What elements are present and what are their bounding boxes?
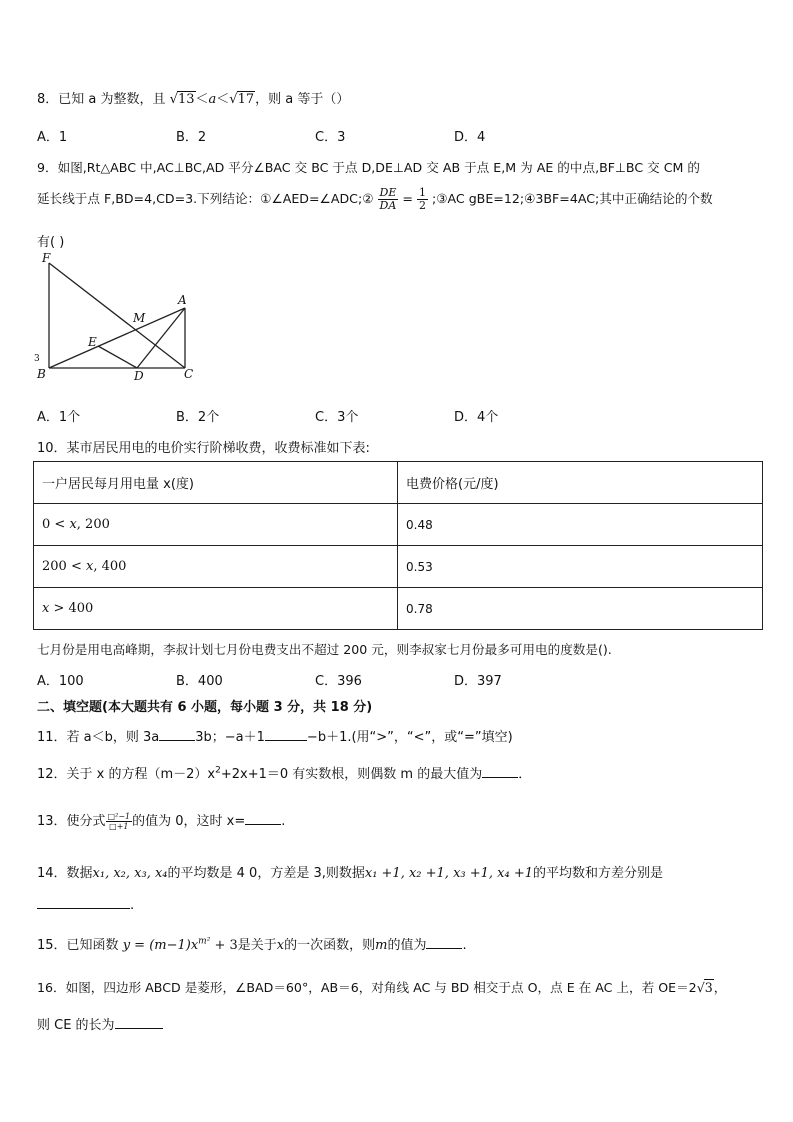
q9-fraction-half: $\frac{1}{2}$ [418,186,426,212]
line-ba [49,308,185,368]
q10-option-d: D．397 [454,674,502,689]
q9-line1: 9．如图,Rt△ABC 中,AC⊥BC,AD 平分∠BAC 交 BC 于点 D,DE⊥AD 交 AB 于点 E,M 为 AE 的中点,BF⊥BC 交 CM 的 [37,160,700,175]
q14-answer-line: . [37,898,134,913]
q16-blank [115,1028,163,1029]
q13-blank [245,824,281,825]
table-cell-range: 200 < x, 400 [34,546,398,588]
table-cell-range: 0 < x, 200 [34,504,398,546]
q8-option-c: C．3 [315,130,346,145]
q16-sqrt-3: 3 [704,980,713,995]
table-header-price: 电费价格(元/度) [398,462,763,504]
q16-line2: 则 CE 的长为 [37,1014,163,1033]
q10-option-a: A．100 [37,674,84,689]
q13: 13．使分式 $\frac{\text{□²−1}}{□+1}$ 的值为 0，这时 x= . [37,812,286,831]
q15: 15．已知函数 $y = (m-1)x^{m^2} + 3$是关于x的一次函数，则m的值为 . [37,936,467,953]
q10-option-c: C．396 [315,674,362,689]
line-ed [98,346,137,368]
q8-option-d: D．4 [454,130,486,145]
q11-blank-2 [265,740,307,741]
label-f: F [42,251,51,265]
label-c: C [184,367,194,381]
section-title-fill-blank: 二、填空题(本大题共有 6 小题，每小题 3 分，共 18 分) [37,700,373,715]
q12-blank [482,777,518,778]
q9-option-b: B．2个 [176,410,220,425]
q14-blank [37,908,130,909]
q9-geometry-figure [30,250,210,385]
q10-stem: 10．某市居民用电的电价实行阶梯收费，收费标准如下表: [37,441,370,456]
q9-line3: 有( ) [37,235,65,250]
q9-option-a: A．1个 [37,410,81,425]
q10-after: 七月份是用电高峰期，李叔计划七月份电费支出不超过 200 元，则李叔家七月份最多可用电的度数是(). [37,642,612,657]
line-fc [49,263,185,368]
label-e: E [88,335,97,349]
q14: 14．数据x₁, x₂, x₃, x₄的平均数是 4 0，方差是 3,则数据x₁ +1, x₂ +1, x₃ +1, x₄ +1的平均数和方差分别是 [37,866,664,881]
q9-option-c: C．3个 [315,410,359,425]
q8-option-b: B．2 [176,130,207,145]
q15-blank [426,948,462,949]
q13-fraction: $\frac{\text{□²−1}}{□+1}$ [107,812,131,831]
q16-line1: 16．如图，四边形 ABCD 是菱形，∠BAD＝60°，AB＝6，对角线 AC 与 BD 相交于点 O，点 E 在 AC 上，若 OE＝2√3， [37,980,727,995]
q9-option-d: D．4个 [454,410,499,425]
q8-option-a: A．1 [37,130,68,145]
q11-blank-1 [159,740,195,741]
q8-sqrt-13: 13 [177,92,195,107]
table-header-usage: 一户居民每月用电量 x(度) [34,462,398,504]
table-header-row [34,462,763,504]
table-cell-price: 0.53 [398,546,763,588]
q9-line2: 延长线于点 F,BD=4,CD=3.下列结论：①∠AED=∠ADC;② $\frac{DE}{DA}$ = $\frac{1}{2}$ ;③AC gBE=12;④3BF=4AC;其中正确结论的个数 [37,186,713,212]
table-row [34,504,763,546]
q8-sqrt-17: 17 [237,92,255,107]
label-b: B [37,367,46,381]
label-tick: 3 [34,354,40,364]
label-d: D [134,369,144,383]
table-cell-price: 0.48 [398,504,763,546]
q8-stem: 8．已知 a 为整数，且 √13＜a＜√17，则 a 等于（） [37,92,350,107]
q11: 11．若 a＜b，则 3a 3b；−a＋1 −b＋1.(用“>”，“<”，或“=”填空) [37,730,513,745]
q10-option-b: B．400 [176,674,223,689]
q12: 12．关于 x 的方程$(m-2)x^2+2x+1=0$ 有实数根，则偶数 m 的最大值为 ． [37,765,532,782]
label-m: M [133,311,146,325]
q9-fraction-de-da: $\frac{DE}{DA}$ [379,186,397,212]
table-cell-range: x > 400 [34,588,398,630]
table-row [34,588,763,630]
table-row [34,546,763,588]
table-cell-price: 0.78 [398,588,763,630]
q10-price-table [33,461,763,630]
label-a: A [178,293,187,307]
